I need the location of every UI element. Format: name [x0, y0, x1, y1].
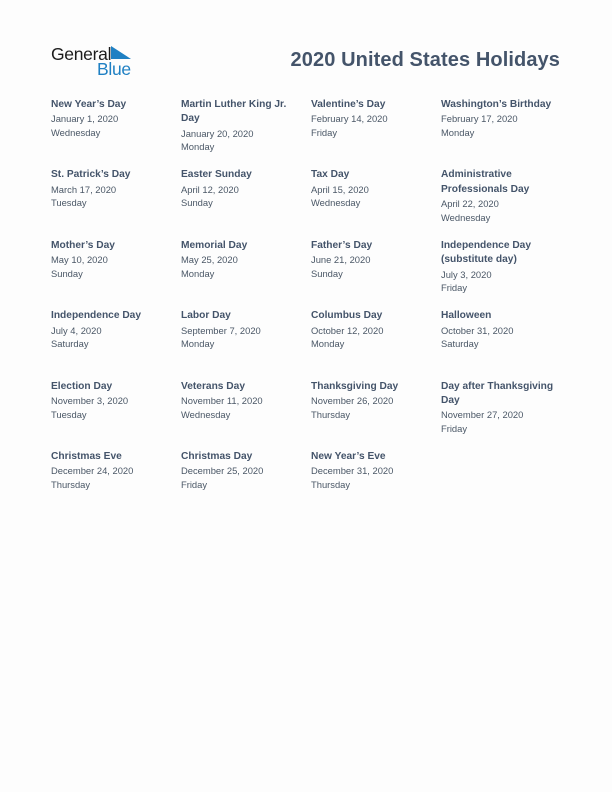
brand-triangle-icon [111, 46, 131, 60]
holiday-date: March 17, 2020 [51, 183, 117, 195]
holiday-entry [51, 380, 181, 450]
holiday-weekday: Sunday [51, 267, 83, 279]
holiday-date: April 15, 2020 [311, 183, 369, 195]
holiday-name: Washington’s Birthday [441, 99, 552, 110]
holiday-weekday: Wednesday [181, 408, 231, 420]
holiday-entry [181, 239, 311, 309]
holiday-weekday: Friday [311, 127, 338, 138]
holiday-weekday: Sunday [181, 197, 213, 209]
holiday-date: January 1, 2020 [51, 113, 119, 125]
holiday-name: Labor Day [181, 310, 231, 322]
holiday-weekday: Saturday [51, 338, 89, 350]
holiday-weekday: Tuesday [51, 197, 87, 209]
holiday-name: Christmas Eve [51, 450, 122, 462]
holiday-weekday: Monday [441, 127, 475, 138]
holiday-name: Independence Day [51, 310, 142, 322]
holiday-weekday: Saturday [441, 338, 479, 350]
holiday-weekday: Monday [181, 141, 215, 153]
holiday-date: May 10, 2020 [51, 254, 108, 266]
holiday-entry [181, 309, 311, 379]
holiday-date: April 22, 2020 [441, 198, 499, 210]
holiday-entry [311, 380, 441, 450]
holiday-date: November 11, 2020 [181, 394, 263, 406]
holiday-date: December 31, 2020 [311, 465, 394, 477]
holiday-entry [441, 309, 571, 379]
holiday-date: January 20, 2020 [181, 127, 254, 139]
holiday-name: Independence Day (substitute day) [441, 239, 532, 266]
holiday-grid [51, 98, 571, 520]
holiday-name: Martin Luther King Jr. Day [181, 99, 287, 125]
brand-name-blue: Blue [97, 59, 131, 79]
holiday-entry [311, 98, 441, 168]
holiday-name: Halloween [441, 310, 492, 322]
holiday-entry [51, 98, 181, 168]
holiday-date: June 21, 2020 [311, 254, 371, 266]
holiday-weekday: Monday [181, 338, 215, 350]
holiday-entry [181, 168, 311, 238]
holiday-weekday: Tuesday [51, 408, 87, 420]
holiday-entry [441, 239, 571, 309]
holiday-entry [51, 309, 181, 379]
holiday-name: Tax Day [311, 169, 350, 181]
holiday-date: May 25, 2020 [181, 254, 238, 266]
holiday-date: October 12, 2020 [311, 324, 384, 336]
holiday-weekday: Sunday [311, 267, 343, 279]
holiday-name: Christmas Day [181, 450, 253, 462]
holiday-entry [311, 239, 441, 309]
holiday-date: February 17, 2020 [441, 113, 518, 125]
holiday-weekday: Thursday [51, 478, 91, 490]
holiday-name: Columbus Day [311, 310, 383, 322]
brand-logo [51, 44, 141, 78]
holiday-weekday: Monday [311, 338, 345, 350]
holiday-entry [51, 168, 181, 238]
holiday-weekday: Monday [181, 267, 215, 279]
holiday-entry [51, 239, 181, 309]
holiday-name: Memorial Day [181, 239, 248, 251]
holiday-name: Father’s Day [311, 239, 373, 251]
holiday-name: Mother’s Day [51, 239, 115, 251]
holiday-date: November 27, 2020 [441, 409, 524, 421]
holiday-date: February 14, 2020 [311, 113, 388, 125]
holiday-weekday: Thursday [311, 408, 351, 420]
holiday-date: April 12, 2020 [181, 183, 239, 195]
holiday-date: October 31, 2020 [441, 324, 514, 336]
holiday-name: Administrative Professionals Day [441, 169, 530, 195]
page-title: 2020 United States Holidays [290, 49, 560, 71]
holiday-weekday: Friday [441, 422, 468, 434]
holiday-name: Easter Sunday [181, 169, 252, 181]
holiday-date: December 24, 2020 [51, 465, 134, 477]
holiday-entry [311, 168, 441, 238]
holiday-date: November 3, 2020 [51, 394, 129, 406]
holiday-entry [181, 380, 311, 450]
holiday-name: Election Day [51, 380, 113, 392]
holiday-weekday: Wednesday [311, 197, 361, 209]
holiday-entry [441, 168, 571, 238]
holiday-date: September 7, 2020 [181, 324, 261, 336]
holiday-entry [181, 450, 311, 520]
holiday-name: Veterans Day [181, 380, 245, 392]
holiday-weekday: Friday [181, 478, 208, 490]
holiday-entry [311, 450, 441, 520]
holiday-entry [441, 380, 571, 450]
holiday-date: July 3, 2020 [441, 268, 492, 280]
holiday-name: New Year’s Eve [311, 450, 386, 462]
holiday-weekday: Thursday [311, 478, 351, 490]
holiday-entry [441, 98, 571, 168]
holiday-entry [311, 309, 441, 379]
holiday-name: St. Patrick’s Day [51, 169, 131, 181]
holiday-name: Day after Thanksgiving Day [441, 380, 554, 406]
holiday-weekday: Wednesday [51, 127, 101, 138]
holiday-entry [181, 98, 311, 168]
brand-name-general: General [51, 44, 112, 64]
holiday-entry [51, 450, 181, 520]
holiday-date: November 26, 2020 [311, 394, 394, 406]
holiday-weekday: Friday [441, 282, 468, 294]
holiday-name: Thanksgiving Day [311, 380, 399, 392]
holiday-name: Valentine’s Day [311, 99, 386, 110]
holiday-weekday: Wednesday [441, 211, 491, 223]
holiday-date: December 25, 2020 [181, 465, 264, 477]
holiday-name: New Year’s Day [51, 99, 127, 110]
holiday-date: July 4, 2020 [51, 324, 102, 336]
